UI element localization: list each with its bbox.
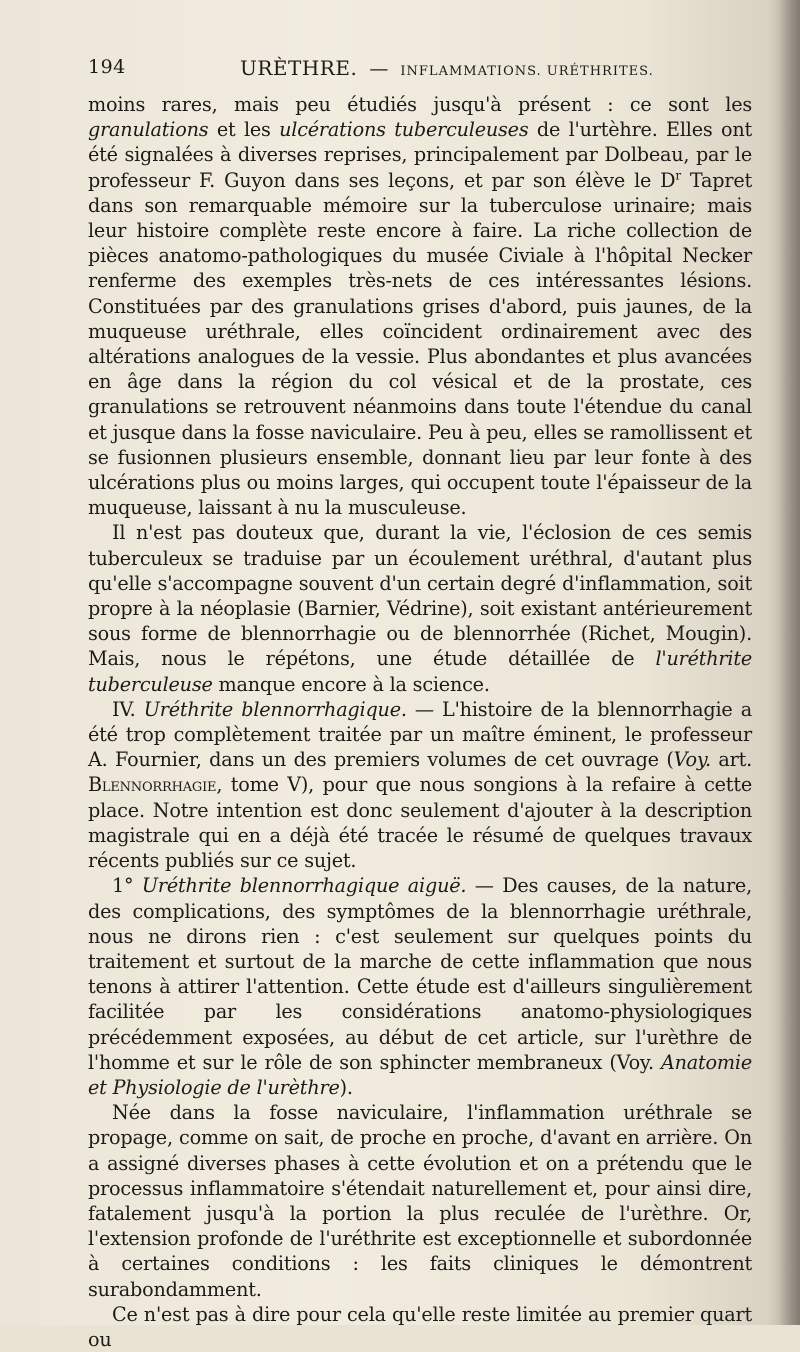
paragraph xyxy=(88,1100,752,1302)
running-title-main: URÈTHRE. xyxy=(240,56,358,80)
italic-run: l'uréthrite tuberculeuse xyxy=(88,647,752,696)
text-run: Il n'est pas douteux que, durant la vie, l'éclosion de ces semis tuberculeux se traduise par un écoulement uréthral, d'autant plus qu'elle s'accompagne souvent d'un certain degré d'inflammation, soit propre à la néoplasie (Barnier, Védrine), soit existant antérieurement sous forme de blennorrhagie ou de blennorrhée (Richet, Mougin). Mais, nous le répétons, une étude détaillée de xyxy=(88,521,752,671)
paragraph xyxy=(88,92,752,520)
page-number: 194 xyxy=(88,56,126,78)
text-run: et les xyxy=(208,118,280,142)
page-gutter-shadow xyxy=(778,0,800,1325)
italic-run: Voy. xyxy=(673,748,711,772)
text-run: de l'urtèhre. Elles ont été signalées à diverses reprises, principalement par Dolbeau, par le professeur F. Guyon dans ses leçons, et par son élève le D xyxy=(88,118,752,192)
italic-run: Uréthrite blennorrhagique. xyxy=(143,697,407,721)
paragraph xyxy=(88,873,752,1100)
text-run: ). xyxy=(339,1075,353,1099)
text-run: — Des causes, de la nature, des complications, des symptômes de la blennorrhagie uréthrale, nous ne dirons rien : c'est seulement sur quelques points du traitement et surtout de la marche de cette inflammation que nous tenons à attirer l'attention. Cette étude est d'ailleurs singulièrement facilitée par les considérations anatomo-physiologiques précédemment exposées, au début de cet article, sur l'urèthre de l'homme et sur le rôle de son sphincter membraneux (Voy. xyxy=(88,874,752,1074)
superscript-run: r xyxy=(675,168,681,183)
text-run: Ce n'est pas à dire pour cela qu'elle reste limitée au premier quart ou xyxy=(88,1302,752,1351)
text-run: Née dans la fosse naviculaire, l'inflammation uréthrale se propage, comme on sait, de proche en proche, d'avant en arrière. On a assigné diverses phases à cette évolution et on a prétendu que le processus inflammatoire s'étendait naturellement et, pour ainsi dire, fatalement jusqu'à la portion la plus reculée de l'urèthre. Or, l'extension profonde de l'uréthrite est exceptionnelle et subordonnée à certaines conditions : les faits cliniques le démontrent surabondamment. xyxy=(88,1101,752,1301)
body-text xyxy=(88,92,752,1352)
text-run: Tapret dans son remarquable mémoire sur la tuberculose urinaire; mais leur histoire complète reste encore à faire. La riche collection de pièces anatomo-pathologiques du musée Civiale à l'hôpital Necker renferme des exemples très-nets de ces intéressantes lésions. Constituées par des granulations grises d'abord, puis jaunes, de la muqueuse uréthrale, elles coïncident ordinairement avec des altérations analogues de la vessie. Plus abondantes et plus avancées en âge dans la région du col vésical et de la prostate, ces granulations se retrouvent néanmoins dans toute l'étendue du canal et jusque dans la fosse naviculaire. Peu à peu, elles se ramollissent et se fusionnen plusieurs ensemble, donnant lieu par leur fonte à des ulcérations plus ou moins larges, qui occupent toute l'épaisseur de la muqueuse, laissant à nu la musculeuse. xyxy=(88,168,753,520)
paragraph xyxy=(88,697,752,873)
small-caps-run: Blennorrhagie xyxy=(88,773,217,797)
text-run: IV. xyxy=(112,697,144,721)
italic-run: ulcérations tuberculeuses xyxy=(279,118,529,142)
italic-run: granulations xyxy=(88,118,209,142)
text-run: , tome V), pour que nous songions à la refaire à cette place. Notre intention est donc seulement d'ajouter à la description magistrale qui en a déjà été tracée le résumé de quelques travaux récents publiés sur ce sujet. xyxy=(88,773,752,873)
italic-run: Uréthrite blennorrhagique aiguë. xyxy=(141,874,467,898)
running-title xyxy=(240,56,654,80)
running-title-subtitle: INFLAMMATIONS. URÉTHRITES. xyxy=(400,64,654,79)
italic-run: Anatomie et Physiologie de l'urèthre xyxy=(88,1050,752,1099)
running-title-dash: — xyxy=(369,58,389,80)
paragraph xyxy=(88,520,752,696)
text-run: manque encore à la science. xyxy=(212,672,490,696)
text-run: 1° xyxy=(112,874,142,898)
text-run: art. xyxy=(710,748,753,772)
running-header xyxy=(88,56,752,86)
text-run: — L'histoire de la blennorrhagie a été trop complètement traitée par un maître éminent, le professeur A. Fournier, dans un des premiers volumes de cet ouvrage ( xyxy=(88,697,752,772)
text-run: moins rares, mais peu étudiés jusqu'à présent : ce sont les xyxy=(88,93,752,116)
paragraph xyxy=(88,1302,752,1352)
